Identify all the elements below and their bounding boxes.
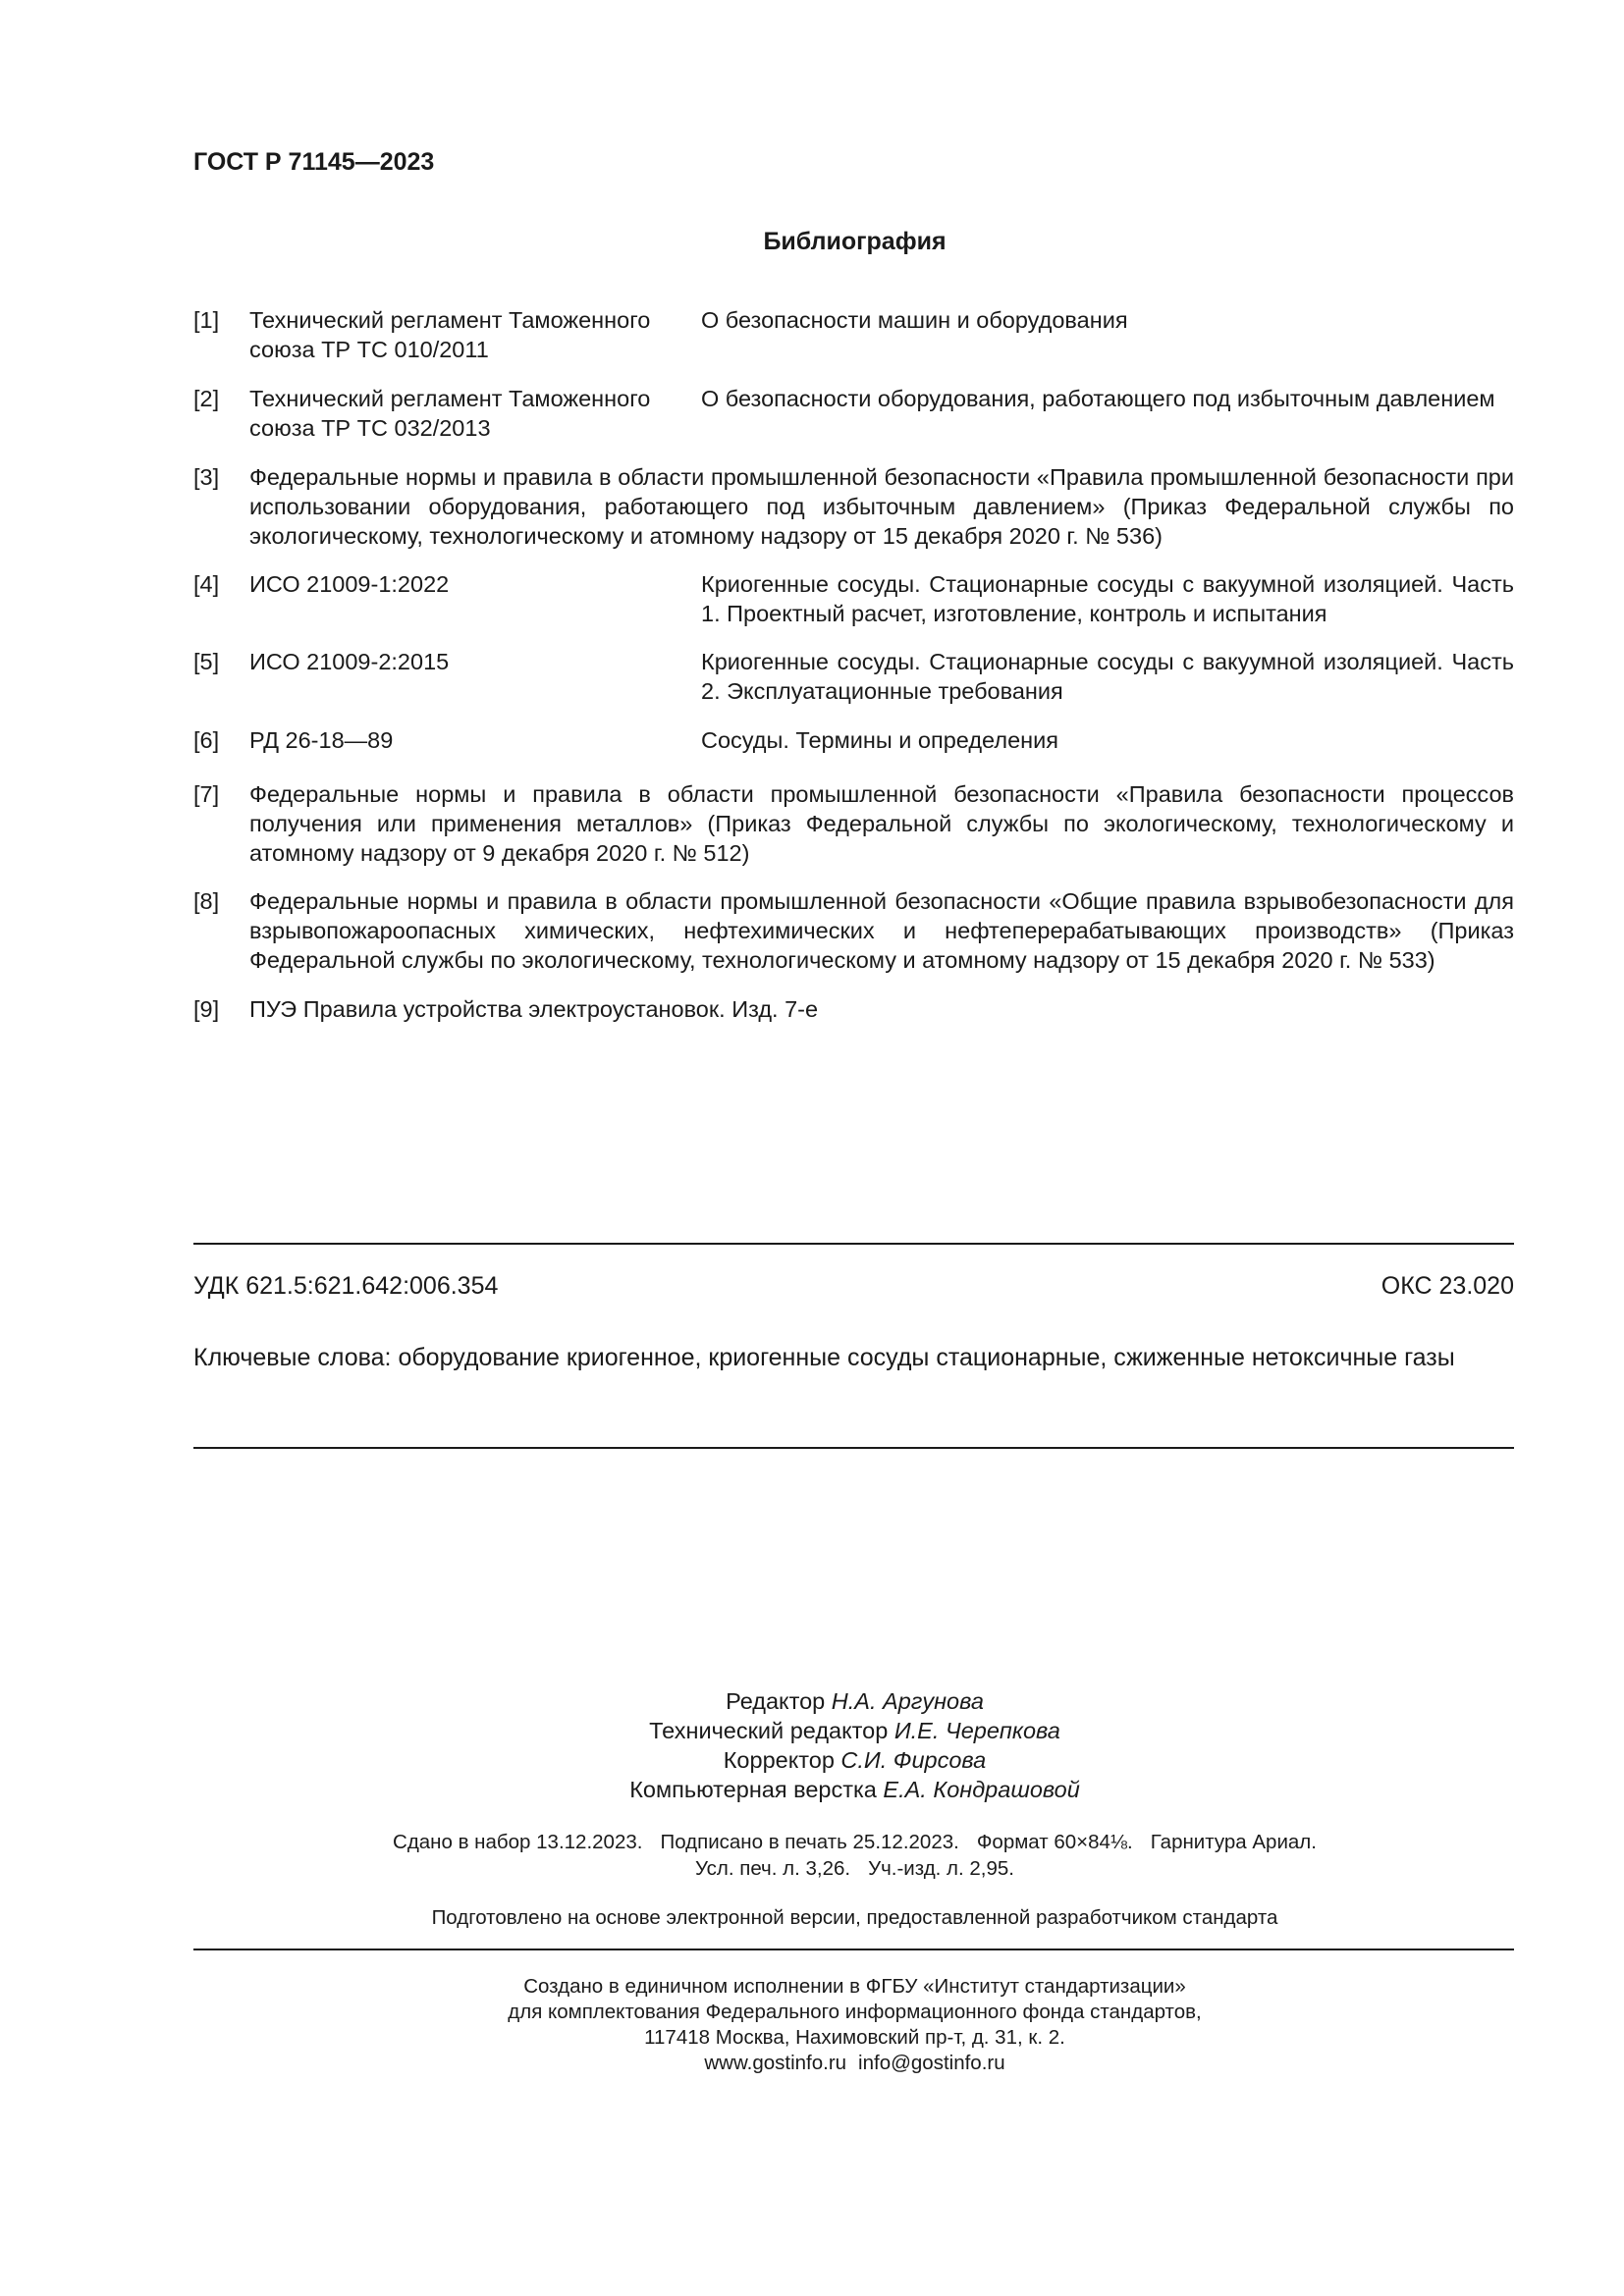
publisher-contacts: [0, 2051, 1624, 2076]
typeface: Гарнитура Ариал.: [1150, 1831, 1317, 1853]
submitted-date: Сдано в набор 13.12.2023.: [393, 1831, 643, 1853]
paper-format: Формат 60×84⅛.: [976, 1831, 1133, 1853]
oks-code: ОКС 23.020: [1380, 1272, 1514, 1300]
entry-description: О безопасности машин и оборудования: [701, 307, 1128, 333]
divider-top: [193, 1243, 1514, 1245]
entry-number: [4]: [193, 571, 220, 597]
publisher-address: 117418 Москва, Нахимовский пр-т, д. 31, к. 2.: [644, 2026, 1065, 2049]
bibliography-title: Библиография: [763, 228, 947, 255]
entry-number: [8]: [193, 888, 220, 914]
credit-editor: Редактор Н.А. Аргунова: [726, 1688, 984, 1714]
publisher-block: [0, 1974, 1624, 2076]
entry-number: [5]: [193, 649, 220, 674]
keywords: Ключевые слова: оборудование криогенное, криогенные сосуды стационарные, сжиженные нетоксичные газы: [193, 1344, 1455, 1371]
entry-description: Криогенные сосуды. Стационарные сосуды с вакуумной изоляцией. Часть 2. Эксплуатационные требования: [701, 649, 1514, 704]
divider-bottom: [193, 1949, 1514, 1950]
entry-number: [6]: [193, 727, 220, 753]
entry-text: Федеральные нормы и правила в области промышленной безопасности «Общие правила взрывобезопасности для взрывопожароопасных химических, нефтехимических и нефтеперерабатывающих производств» (Приказ Федеральной службы по экологическому, технологическому и атомному надзору от 15 декабря 2020 г. № 533): [249, 888, 1514, 973]
publisher-line-2: для комплектования Федерального информационного фонда стандартов,: [508, 2001, 1202, 2023]
layout-name: Е.А. Кондрашовой: [883, 1777, 1080, 1802]
entry-document: Технический регламент Таможенного союза ТР ТС 010/2011: [249, 307, 651, 362]
credit-proofreader: Корректор С.И. Фирсова: [723, 1747, 987, 1773]
bibliography-entry-3: [193, 462, 1514, 551]
editor-name: Н.А. Аргунова: [831, 1688, 984, 1714]
entry-text: Федеральные нормы и правила в области промышленной безопасности «Правила промышленной безопасности при использовании оборудования, работающего под избыточным давлением» (Приказ Федеральной службы по экологическому, технологическому и атомному надзору от 15 декабря 2020 г. № 536): [249, 464, 1514, 549]
entry-description: О безопасности оборудования, работающего под избыточным давлением: [701, 386, 1495, 411]
signed-date: Подписано в печать 25.12.2023.: [660, 1831, 959, 1853]
prepared-note: Подготовлено на основе электронной версии, предоставленной разработчиком стандарта: [431, 1906, 1278, 1929]
entry-description: Криогенные сосуды. Стационарные сосуды с вакуумной изоляцией. Часть 1. Проектный расчет, изготовление, контроль и испытания: [701, 571, 1514, 626]
entry-number: [3]: [193, 464, 220, 490]
entry-description: Сосуды. Термины и определения: [701, 727, 1058, 753]
entry-number: [1]: [193, 307, 220, 333]
entry-document: ИСО 21009-2:2015: [249, 649, 450, 674]
divider-keywords: [193, 1447, 1514, 1449]
bibliography-entry-9: [193, 994, 1514, 1024]
imprint-line-1: [0, 1829, 1624, 1855]
publisher-line-1: Создано в единичном исполнении в ФГБУ «Институт стандартизации»: [523, 1975, 1186, 1998]
entry-document: Технический регламент Таможенного союза ТР ТС 032/2013: [249, 386, 651, 441]
website-link[interactable]: www.gostinfo.ru: [704, 2052, 847, 2074]
entry-number: [9]: [193, 996, 220, 1022]
entry-number: [2]: [193, 386, 220, 411]
credits-block: [0, 1686, 1624, 1804]
credit-tech-editor: Технический редактор И.Е. Черепкова: [649, 1718, 1060, 1743]
entry-number: [7]: [193, 781, 220, 807]
entry-text: Федеральные нормы и правила в области промышленной безопасности «Правила безопасности процессов получения или применения металлов» (Приказ Федеральной службы по экологическому, технологическому и атомному надзору от 9 декабря 2020 г. № 512): [249, 781, 1514, 866]
imprint-line-2: [0, 1855, 1624, 1882]
bibliography-entry-7: [193, 779, 1514, 868]
credit-layout: Компьютерная верстка Е.А. Кондрашовой: [629, 1777, 1080, 1802]
udk-code: УДК 621.5:621.642:006.354: [193, 1272, 499, 1300]
document-code: ГОСТ Р 71145—2023: [193, 148, 435, 176]
proofreader-name: С.И. Фирсова: [840, 1747, 987, 1773]
bibliography-entry-8: [193, 886, 1514, 975]
print-sheets: Усл. печ. л. 3,26.: [694, 1857, 851, 1880]
entry-text: ПУЭ Правила устройства электроустановок. Изд. 7-е: [249, 996, 819, 1022]
imprint-block: [0, 1829, 1624, 1882]
email-link[interactable]: info@gostinfo.ru: [858, 2052, 1005, 2074]
entry-document: РД 26-18—89: [249, 727, 394, 753]
publ-sheets: Уч.-изд. л. 2,95.: [868, 1857, 1015, 1880]
tech-editor-name: И.Е. Черепкова: [893, 1718, 1060, 1743]
entry-document: ИСО 21009-1:2022: [249, 571, 450, 597]
